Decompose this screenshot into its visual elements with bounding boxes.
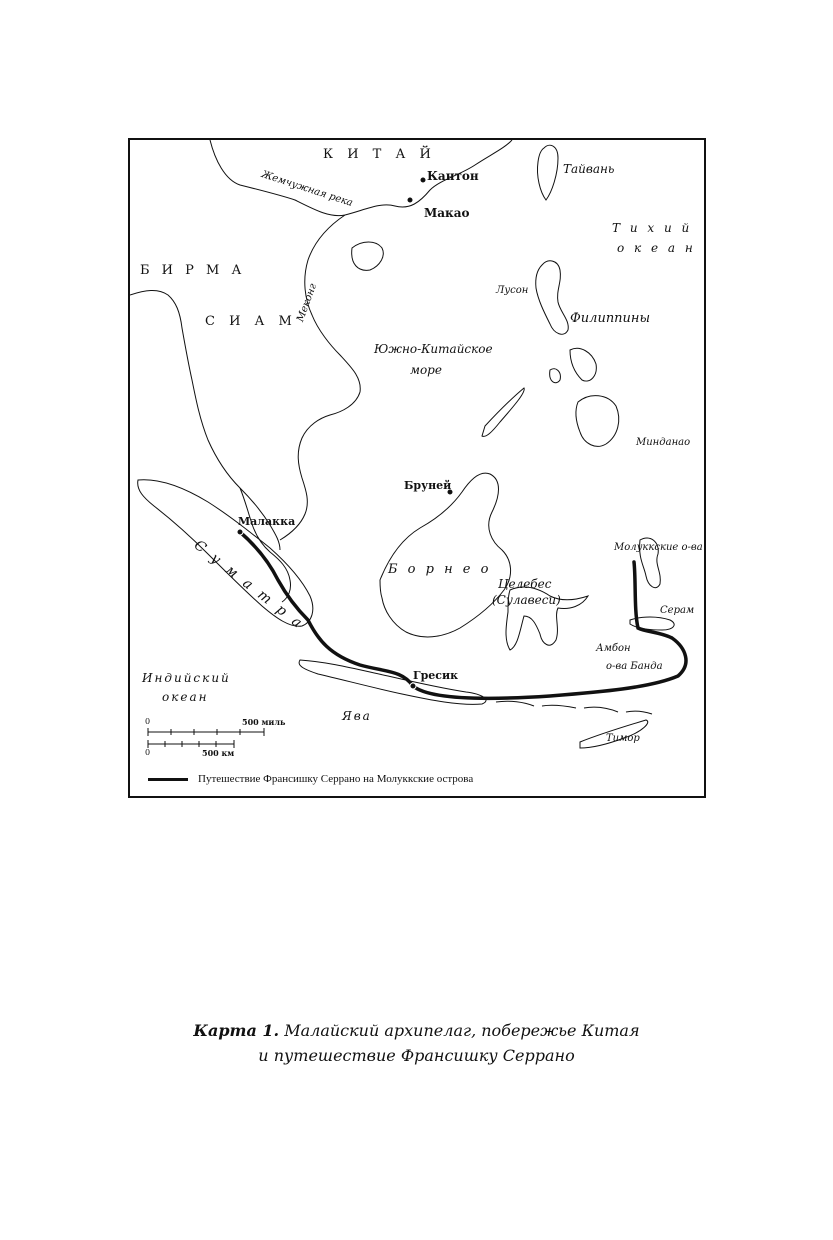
map-legend	[148, 773, 473, 785]
hainan-island	[352, 242, 384, 270]
serrano-route	[240, 532, 686, 698]
legend-route-swatch	[148, 778, 188, 781]
luzon-island	[536, 261, 569, 334]
label-timor: Тимор	[606, 733, 640, 744]
label-canton: Кантон	[427, 169, 479, 183]
city-canton-marker	[420, 177, 426, 183]
caption-line-1	[0, 1018, 833, 1043]
visayas-islands	[550, 348, 597, 382]
palawan-island	[482, 388, 524, 436]
map-frame	[128, 138, 706, 798]
burma-coast	[130, 290, 280, 550]
label-gresik: Гресик	[413, 669, 459, 682]
label-burma: Б И Р М А	[140, 263, 246, 278]
label-pacific-1: Т и х и й	[612, 221, 693, 235]
label-philippines: Филиппины	[570, 311, 651, 326]
map-coastlines	[130, 140, 706, 798]
label-celebes-2: (Сулавеси)	[492, 593, 561, 607]
scale-km-label: 500 км	[202, 748, 235, 758]
label-banda: о-ва Банда	[606, 661, 663, 672]
taiwan-island	[537, 145, 558, 200]
scale-miles-zero: 0	[145, 717, 151, 726]
caption-text-1: Малайский архипелаг, побережье Китая	[284, 1021, 640, 1040]
city-macao-marker	[407, 197, 413, 203]
label-mekong: Меконг	[295, 282, 320, 324]
label-south-china-sea-2: море	[410, 363, 442, 377]
label-sumatra: С у м а т р а	[190, 537, 308, 633]
label-brunei: Бруней	[404, 479, 452, 492]
label-indian-ocean-1: Индийский	[142, 671, 231, 685]
label-borneo: Б о р н е о	[388, 562, 492, 577]
label-indian-ocean-2: океан	[162, 690, 209, 704]
caption-line-2: и путешествие Франсишку Серрано	[258, 1046, 575, 1065]
label-luzon: Лусон	[496, 285, 529, 296]
label-seram: Серам	[660, 605, 695, 616]
scale-bars	[148, 728, 264, 748]
label-celebes-1: Целебес	[498, 577, 552, 591]
label-malacca: Малакка	[238, 515, 296, 528]
caption-bold: Карта 1.	[193, 1021, 280, 1040]
city-gresik-marker	[410, 683, 416, 689]
label-siam: С И А М	[205, 314, 297, 329]
lesser-sunda-islands	[496, 701, 652, 714]
scale-miles-label: 500 миль	[242, 717, 286, 727]
label-moluccas: Молуккские о-ва	[614, 542, 703, 553]
label-pacific-2: о к е а н	[617, 241, 696, 255]
label-china: К И Т А Й	[323, 147, 436, 162]
mindanao-island	[576, 396, 619, 447]
label-mindanao: Минданао	[636, 437, 691, 448]
label-ambon: Амбон	[596, 643, 631, 654]
label-pearl-river: Жемчужная река	[259, 169, 355, 210]
legend-route-label: Путешествие Франсишку Серрано на Молуккские острова	[198, 773, 474, 785]
label-south-china-sea-1: Южно-Китайское	[374, 342, 493, 356]
label-java: Ява	[342, 709, 372, 723]
city-malacca-marker	[237, 529, 243, 535]
indochina-coast	[280, 215, 360, 540]
borneo-island	[380, 473, 511, 637]
label-macao: Макао	[424, 206, 470, 220]
label-taiwan: Тайвань	[563, 162, 615, 176]
map-caption	[0, 1018, 833, 1068]
scale-km-zero: 0	[145, 748, 151, 757]
